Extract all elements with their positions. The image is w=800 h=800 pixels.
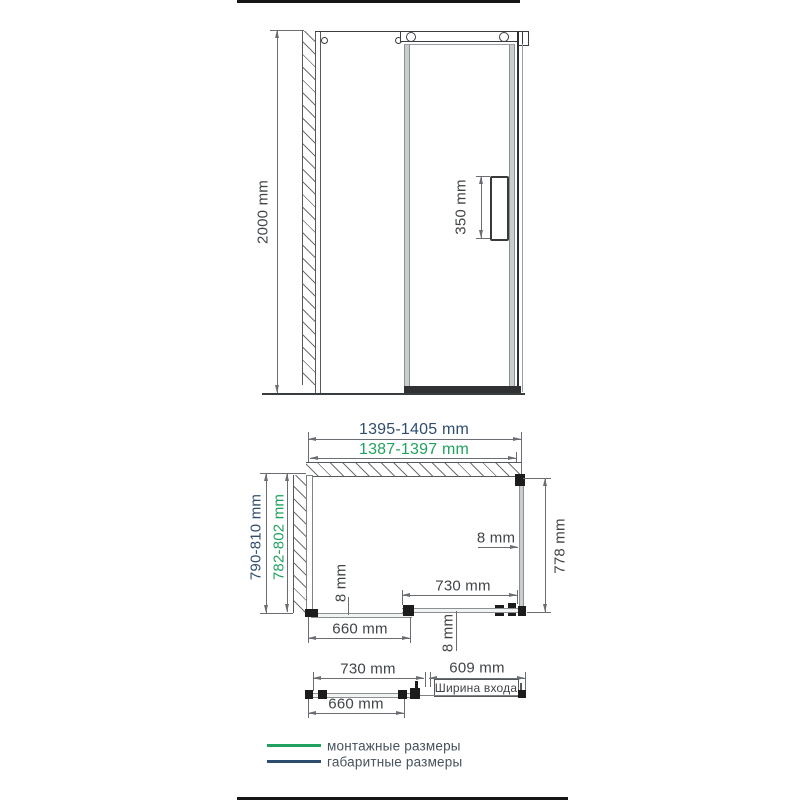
door-right-edge <box>509 44 515 388</box>
fixed-glass-plan <box>311 613 412 618</box>
extension-line <box>527 612 551 613</box>
door-left-edge <box>404 44 410 388</box>
dim-label-side-glass: 8 mm <box>476 529 516 547</box>
back-wall-hatch <box>306 462 521 477</box>
leader-door-glass <box>456 611 457 651</box>
extension-line <box>260 473 306 474</box>
extension-line <box>523 478 551 479</box>
track-end-fitting <box>518 690 526 698</box>
legend-mounting-label: монтажные размеры <box>327 738 461 754</box>
legend-overall-swatch <box>267 760 321 763</box>
door-handle <box>490 176 509 241</box>
dim-line-overall-width <box>308 439 521 440</box>
dim-line-overall-depth <box>266 473 267 613</box>
extension-line <box>521 432 522 474</box>
right-frame-line <box>522 44 523 392</box>
dim-line-detail-fixed <box>308 713 404 714</box>
extension-line <box>308 617 309 643</box>
detail-track-line <box>413 695 525 696</box>
floor-line <box>262 393 525 395</box>
dim-label-overall-width: 1395-1405 mm <box>358 421 470 438</box>
corner-fitting <box>518 606 526 616</box>
legend-mounting-swatch <box>267 744 321 747</box>
extension-line <box>476 176 490 177</box>
top-crop-bar <box>237 0 520 3</box>
extension-line <box>410 617 411 643</box>
track-end-cap-line <box>522 31 523 44</box>
leader-fixed-glass <box>348 597 349 615</box>
dim-line-detail-door <box>313 678 424 679</box>
dim-line-handle-350 <box>481 176 482 238</box>
dim-label-fixed-width: 660 mm <box>332 620 388 638</box>
dim-line-fixed-width <box>308 638 410 639</box>
dim-label-door-width: 730 mm <box>435 577 491 595</box>
roller-icon <box>499 32 509 42</box>
dim-label-fixed-glass: 8 mm <box>332 563 350 603</box>
dim-label-side-depth: 778 mm <box>551 518 569 574</box>
dim-label-entry-width: 609 mm <box>449 659 505 677</box>
side-panel-glass <box>519 486 524 608</box>
door-fitting <box>305 690 313 699</box>
legend-overall-label: габаритные размеры <box>327 754 463 770</box>
door-track <box>400 31 529 42</box>
track-end-cap <box>518 31 529 46</box>
dim-label-mounting-width: 1387-1397 mm <box>358 441 470 458</box>
leader-side-glass <box>478 547 518 548</box>
right-frame-profile <box>517 31 519 392</box>
dim-label-door-glass: 8 mm <box>439 613 457 653</box>
extension-line <box>270 30 304 31</box>
track-end-pin <box>520 683 522 690</box>
door-fitting <box>410 688 420 699</box>
dim-label-detail-door: 730 mm <box>340 660 396 678</box>
dim-line-side-depth <box>545 478 546 612</box>
extension-line <box>525 672 526 692</box>
door-fitting-pin <box>415 681 418 688</box>
extension-line <box>425 672 426 687</box>
dim-label-height: 2000 mm <box>254 180 272 244</box>
wall-clamp-fitting <box>305 609 318 617</box>
door-fitting <box>318 690 327 699</box>
extension-line <box>476 238 490 239</box>
dim-line-door-width <box>402 595 517 596</box>
door-bottom-rail <box>404 386 521 393</box>
dim-label-detail-fixed: 660 mm <box>328 695 384 713</box>
screw-hole-icon <box>321 37 328 44</box>
extension-line <box>313 672 314 691</box>
extension-line <box>260 613 293 614</box>
wall-profile-elevation <box>315 31 321 394</box>
door-glass-top-line <box>404 44 515 45</box>
dim-label-handle: 350 mm <box>452 179 470 235</box>
entry-caption-label: Ширина входа <box>434 681 518 695</box>
extension-line <box>404 699 405 718</box>
door-bracket-fitting <box>403 605 414 616</box>
roller-icon <box>406 32 416 42</box>
extension-line <box>308 432 309 463</box>
extension-line <box>517 590 518 604</box>
dim-line-height-2000 <box>277 30 278 393</box>
corner-fitting <box>515 474 525 486</box>
door-glass-plan <box>402 608 518 613</box>
extension-line <box>308 699 309 718</box>
dim-label-mounting-depth: 782-802 mm <box>270 493 288 581</box>
dim-label-overall-depth: 790-810 mm <box>247 493 265 581</box>
extension-line <box>402 590 403 605</box>
extension-line <box>430 672 431 687</box>
wall-mount-profile <box>306 475 313 614</box>
door-fitting <box>398 690 407 699</box>
